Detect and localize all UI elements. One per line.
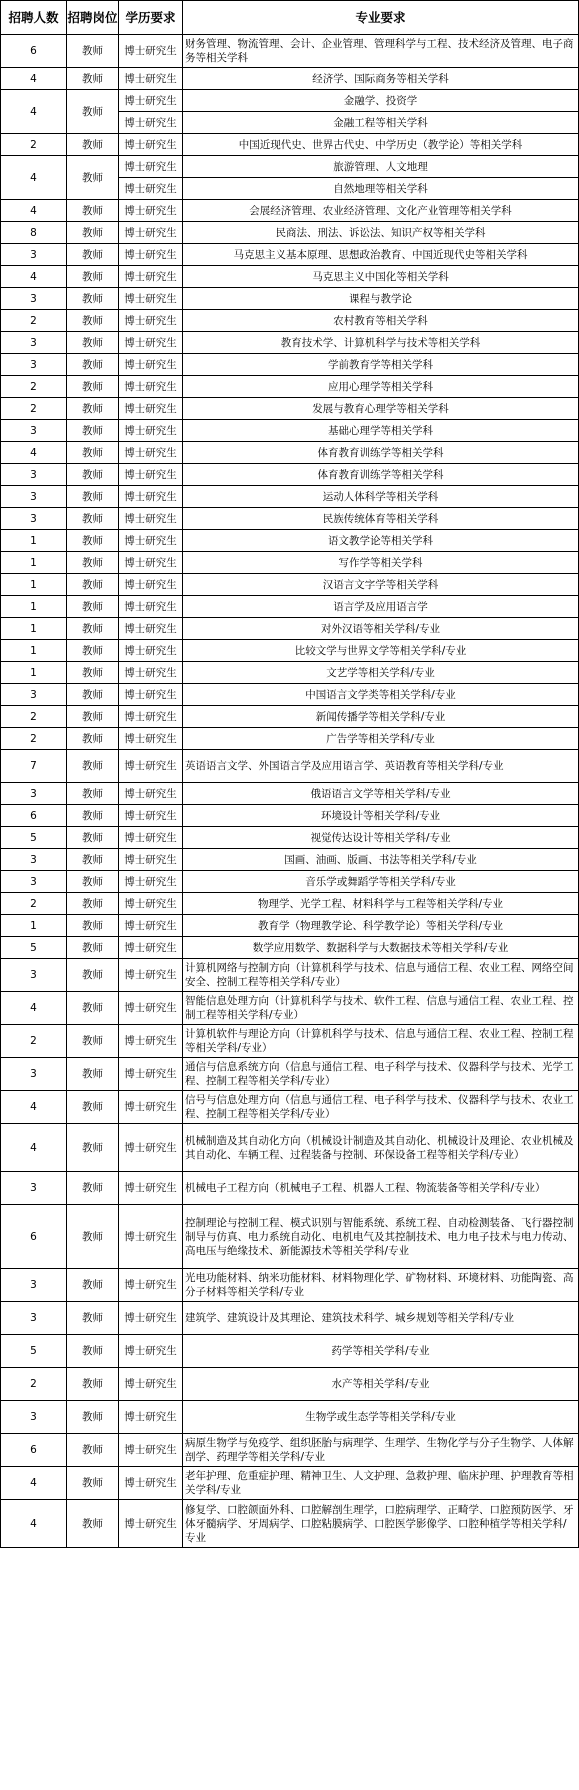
table-row [1,1467,579,1500]
cell-count: 1 [1,596,67,618]
table-row [1,398,579,420]
cell-major: 控制理论与控制工程、模式识别与智能系统、系统工程、自动检测装备、飞行器控制制导与仿真、电力系统自动化、电机电气及其控制技术、电力电子技术与电力传动、高电压与绝缘技术、新能源技术等相关学科/专业 [183,1205,579,1269]
cell-major: 会展经济管理、农业经济管理、文化产业管理等相关学科 [183,200,579,222]
table-row [1,574,579,596]
cell-degree: 博士研究生 [119,618,183,640]
cell-post: 教师 [67,805,119,827]
cell-post: 教师 [67,618,119,640]
cell-degree: 博士研究生 [119,376,183,398]
cell-degree: 博士研究生 [119,1091,183,1124]
cell-major: 对外汉语等相关学科/专业 [183,618,579,640]
cell-degree: 博士研究生 [119,156,183,178]
cell-degree: 博士研究生 [119,750,183,783]
cell-degree: 博士研究生 [119,640,183,662]
table-row [1,1058,579,1091]
cell-post: 教师 [67,915,119,937]
cell-post: 教师 [67,266,119,288]
cell-post: 教师 [67,35,119,68]
cell-post: 教师 [67,1205,119,1269]
cell-major: 写作学等相关学科 [183,552,579,574]
cell-degree: 博士研究生 [119,332,183,354]
cell-degree: 博士研究生 [119,310,183,332]
table-row [1,1025,579,1058]
cell-degree: 博士研究生 [119,1269,183,1302]
cell-degree: 博士研究生 [119,1124,183,1172]
cell-post: 教师 [67,464,119,486]
cell-major: 俄语语言文学等相关学科/专业 [183,783,579,805]
cell-major: 数学应用数学、数据科学与大数据技术等相关学科/专业 [183,937,579,959]
cell-post: 教师 [67,706,119,728]
cell-degree: 博士研究生 [119,805,183,827]
cell-major: 国画、油画、版画、书法等相关学科/专业 [183,849,579,871]
cell-count: 5 [1,827,67,849]
cell-count: 4 [1,200,67,222]
table-row [1,508,579,530]
cell-post: 教师 [67,200,119,222]
cell-count: 5 [1,937,67,959]
cell-degree: 博士研究生 [119,1172,183,1205]
cell-count: 3 [1,508,67,530]
cell-degree: 博士研究生 [119,1434,183,1467]
cell-degree: 博士研究生 [119,1335,183,1368]
cell-count: 4 [1,266,67,288]
table-row [1,1269,579,1302]
cell-post: 教师 [67,750,119,783]
cell-major: 汉语言文字学等相关学科 [183,574,579,596]
cell-major: 音乐学或舞蹈学等相关学科/专业 [183,871,579,893]
cell-major: 经济学、国际商务等相关学科 [183,68,579,90]
cell-count: 3 [1,1172,67,1205]
cell-major: 机械电子工程方向（机械电子工程、机器人工程、物流装备等相关学科/专业） [183,1172,579,1205]
cell-count: 2 [1,376,67,398]
cell-major: 金融学、投资学 [183,90,579,112]
header-post: 招聘岗位 [67,1,119,35]
cell-major: 课程与教学论 [183,288,579,310]
table-row [1,288,579,310]
cell-degree: 博士研究生 [119,937,183,959]
cell-degree: 博士研究生 [119,1302,183,1335]
cell-degree: 博士研究生 [119,90,183,112]
cell-degree: 博士研究生 [119,684,183,706]
cell-post: 教师 [67,1401,119,1434]
table-row [1,662,579,684]
cell-degree: 博士研究生 [119,662,183,684]
cell-major: 计算机软件与理论方向（计算机科学与技术、信息与通信工程、农业工程、控制工程等相关学科/专业） [183,1025,579,1058]
cell-major: 通信与信息系统方向（信息与通信工程、电子科学与技术、仪器科学与技术、光学工程、控制工程等相关学科/专业） [183,1058,579,1091]
table-row [1,827,579,849]
cell-major: 广告学等相关学科/专业 [183,728,579,750]
cell-degree: 博士研究生 [119,849,183,871]
cell-major: 民族传统体育等相关学科 [183,508,579,530]
cell-major: 病原生物学与免疫学、组织胚胎与病理学、生理学、生物化学与分子生物学、人体解剖学、药理学等相关学科/专业 [183,1434,579,1467]
table-row [1,805,579,827]
table-row [1,222,579,244]
table-row [1,68,579,90]
cell-count: 3 [1,871,67,893]
cell-degree: 博士研究生 [119,871,183,893]
cell-post: 教师 [67,1302,119,1335]
cell-count: 6 [1,1434,67,1467]
table-row [1,992,579,1025]
cell-count: 3 [1,1269,67,1302]
cell-count: 6 [1,35,67,68]
cell-degree: 博士研究生 [119,915,183,937]
cell-post: 教师 [67,827,119,849]
cell-count: 3 [1,849,67,871]
table-row [1,728,579,750]
cell-major: 中国近现代史、世界古代史、中学历史（教学论）等相关学科 [183,134,579,156]
cell-major: 计算机网络与控制方向（计算机科学与技术、信息与通信工程、农业工程、网络空间安全、控制工程等相关学科/专业） [183,959,579,992]
cell-count: 4 [1,1124,67,1172]
table-row [1,684,579,706]
table-row [1,486,579,508]
header-major: 专业要求 [183,1,579,35]
cell-count: 1 [1,662,67,684]
cell-post: 教师 [67,68,119,90]
cell-degree: 博士研究生 [119,893,183,915]
table-row [1,1205,579,1269]
table-row [1,849,579,871]
cell-count: 4 [1,442,67,464]
table-row [1,354,579,376]
cell-count: 2 [1,1368,67,1401]
cell-post: 教师 [67,90,119,134]
cell-degree: 博士研究生 [119,596,183,618]
table-row [1,464,579,486]
cell-post: 教师 [67,1269,119,1302]
cell-degree: 博士研究生 [119,959,183,992]
table-row [1,596,579,618]
cell-major: 教育技术学、计算机科学与技术等相关学科 [183,332,579,354]
table-row [1,552,579,574]
table-row [1,442,579,464]
table-body [1,35,579,1548]
cell-count: 4 [1,68,67,90]
cell-major: 修复学、口腔颌面外科、口腔解剖生理学，口腔病理学、正畸学、口腔预防医学、牙体牙髓病学、牙周病学、口腔粘膜病学、口腔医学影像学、口腔种植学等相关学科/专业 [183,1500,579,1548]
cell-count: 4 [1,156,67,200]
cell-post: 教师 [67,222,119,244]
cell-post: 教师 [67,640,119,662]
cell-degree: 博士研究生 [119,178,183,200]
table-row [1,200,579,222]
cell-major: 中国语言文学类等相关学科/专业 [183,684,579,706]
cell-degree: 博士研究生 [119,1368,183,1401]
table-row [1,871,579,893]
table-row [1,35,579,68]
cell-degree: 博士研究生 [119,266,183,288]
table-row [1,706,579,728]
cell-count: 4 [1,1500,67,1548]
table-row [1,915,579,937]
table-row [1,893,579,915]
cell-degree: 博士研究生 [119,706,183,728]
cell-degree: 博士研究生 [119,1205,183,1269]
cell-count: 8 [1,222,67,244]
cell-degree: 博士研究生 [119,1401,183,1434]
cell-major: 环境设计等相关学科/专业 [183,805,579,827]
cell-count: 7 [1,750,67,783]
cell-post: 教师 [67,893,119,915]
cell-count: 3 [1,684,67,706]
cell-degree: 博士研究生 [119,552,183,574]
cell-count: 2 [1,728,67,750]
cell-count: 2 [1,706,67,728]
cell-major: 光电功能材料、纳米功能材料、材料物理化学、矿物材料、环境材料、功能陶瓷、高分子材料等相关学科/专业 [183,1269,579,1302]
cell-major: 体育教育训练学等相关学科 [183,464,579,486]
cell-count: 2 [1,134,67,156]
cell-count: 4 [1,1091,67,1124]
table-row [1,530,579,552]
cell-major: 民商法、刑法、诉讼法、知识产权等相关学科 [183,222,579,244]
cell-degree: 博士研究生 [119,508,183,530]
table-row [1,750,579,783]
cell-post: 教师 [67,376,119,398]
cell-count: 2 [1,310,67,332]
cell-post: 教师 [67,1434,119,1467]
cell-post: 教师 [67,662,119,684]
cell-post: 教师 [67,783,119,805]
cell-post: 教师 [67,1172,119,1205]
cell-count: 3 [1,1401,67,1434]
cell-degree: 博士研究生 [119,134,183,156]
cell-count: 3 [1,332,67,354]
header-degree: 学历要求 [119,1,183,35]
cell-degree: 博士研究生 [119,442,183,464]
cell-major: 水产等相关学科/专业 [183,1368,579,1401]
header-row [1,1,579,35]
cell-count: 3 [1,486,67,508]
cell-post: 教师 [67,552,119,574]
cell-count: 1 [1,552,67,574]
cell-major: 马克思主义中国化等相关学科 [183,266,579,288]
cell-degree: 博士研究生 [119,200,183,222]
cell-count: 3 [1,783,67,805]
cell-count: 2 [1,1025,67,1058]
header-count: 招聘人数 [1,1,67,35]
table-row [1,376,579,398]
table-row [1,783,579,805]
cell-degree: 博士研究生 [119,1025,183,1058]
cell-count: 3 [1,959,67,992]
table-row [1,1335,579,1368]
cell-post: 教师 [67,420,119,442]
cell-count: 1 [1,618,67,640]
cell-major: 智能信息处理方向（计算机科学与技术、软件工程、信息与通信工程、农业工程、控制工程等相关学科/专业） [183,992,579,1025]
cell-post: 教师 [67,596,119,618]
cell-degree: 博士研究生 [119,728,183,750]
cell-degree: 博士研究生 [119,1500,183,1548]
cell-major: 药学等相关学科/专业 [183,1335,579,1368]
cell-count: 1 [1,530,67,552]
cell-degree: 博士研究生 [119,1467,183,1500]
cell-post: 教师 [67,1500,119,1548]
cell-post: 教师 [67,871,119,893]
cell-count: 2 [1,893,67,915]
cell-major: 学前教育学等相关学科 [183,354,579,376]
cell-major: 新闻传播学等相关学科/专业 [183,706,579,728]
cell-post: 教师 [67,156,119,200]
cell-count: 4 [1,1467,67,1500]
cell-major: 财务管理、物流管理、会计、企业管理、管理科学与工程、技术经济及管理、电子商务等相关学科 [183,35,579,68]
cell-major: 老年护理、危重症护理、精神卫生、人文护理、急救护理、临床护理、护理教育等相关学科/专业 [183,1467,579,1500]
cell-major: 体育教育训练学等相关学科 [183,442,579,464]
cell-post: 教师 [67,354,119,376]
cell-major: 发展与教育心理学等相关学科 [183,398,579,420]
cell-major: 物理学、光学工程、材料科学与工程等相关学科/专业 [183,893,579,915]
cell-degree: 博士研究生 [119,574,183,596]
table-row [1,1368,579,1401]
table-row [1,618,579,640]
cell-post: 教师 [67,937,119,959]
table-row [1,244,579,266]
cell-count: 3 [1,1302,67,1335]
cell-post: 教师 [67,959,119,992]
cell-post: 教师 [67,849,119,871]
table-row [1,937,579,959]
cell-count: 6 [1,1205,67,1269]
cell-count: 3 [1,244,67,266]
cell-count: 1 [1,640,67,662]
cell-major: 语言学及应用语言学 [183,596,579,618]
cell-degree: 博士研究生 [119,464,183,486]
cell-post: 教师 [67,1467,119,1500]
cell-major: 旅游管理、人文地理 [183,156,579,178]
cell-count: 3 [1,1058,67,1091]
cell-degree: 博士研究生 [119,244,183,266]
cell-post: 教师 [67,244,119,266]
cell-count: 2 [1,398,67,420]
cell-post: 教师 [67,134,119,156]
table-row [1,310,579,332]
cell-count: 4 [1,90,67,134]
table-row [1,420,579,442]
table-row [1,1500,579,1548]
cell-major: 机械制造及其自动化方向（机械设计制造及其自动化、机械设计及理论、农业机械及其自动化、车辆工程、过程装备与控制、环保设备工程等相关学科/专业） [183,1124,579,1172]
cell-post: 教师 [67,442,119,464]
cell-major: 信号与信息处理方向（信息与通信工程、电子科学与技术、仪器科学与技术、农业工程、控制工程等相关学科/专业） [183,1091,579,1124]
table-row [1,1124,579,1172]
cell-count: 4 [1,992,67,1025]
cell-count: 3 [1,464,67,486]
cell-post: 教师 [67,332,119,354]
cell-major: 文艺学等相关学科/专业 [183,662,579,684]
cell-post: 教师 [67,398,119,420]
cell-major: 教育学（物理教学论、科学教学论）等相关学科/专业 [183,915,579,937]
table-row [1,266,579,288]
cell-major: 视觉传达设计等相关学科/专业 [183,827,579,849]
cell-post: 教师 [67,1335,119,1368]
cell-degree: 博士研究生 [119,112,183,134]
cell-count: 5 [1,1335,67,1368]
cell-major: 应用心理学等相关学科 [183,376,579,398]
cell-major: 语文教学论等相关学科 [183,530,579,552]
table-row [1,1401,579,1434]
cell-degree: 博士研究生 [119,783,183,805]
table-row [1,1172,579,1205]
cell-major: 建筑学、建筑设计及其理论、建筑技术科学、城乡规划等相关学科/专业 [183,1302,579,1335]
cell-post: 教师 [67,310,119,332]
cell-count: 1 [1,574,67,596]
cell-degree: 博士研究生 [119,530,183,552]
cell-degree: 博士研究生 [119,827,183,849]
cell-post: 教师 [67,530,119,552]
cell-post: 教师 [67,992,119,1025]
cell-post: 教师 [67,1091,119,1124]
cell-major: 生物学或生态学等相关学科/专业 [183,1401,579,1434]
cell-count: 1 [1,915,67,937]
cell-post: 教师 [67,486,119,508]
table-row [1,1434,579,1467]
cell-count: 3 [1,420,67,442]
cell-degree: 博士研究生 [119,68,183,90]
cell-major: 金融工程等相关学科 [183,112,579,134]
cell-major: 农村教育等相关学科 [183,310,579,332]
table-row [1,1091,579,1124]
cell-post: 教师 [67,1058,119,1091]
cell-post: 教师 [67,684,119,706]
cell-post: 教师 [67,508,119,530]
cell-major: 马克思主义基本原理、思想政治教育、中国近现代史等相关学科 [183,244,579,266]
cell-major: 自然地理等相关学科 [183,178,579,200]
cell-major: 英语语言文学、外国语言学及应用语言学、英语教育等相关学科/专业 [183,750,579,783]
cell-degree: 博士研究生 [119,486,183,508]
cell-post: 教师 [67,1124,119,1172]
table-row [1,332,579,354]
cell-post: 教师 [67,728,119,750]
cell-post: 教师 [67,288,119,310]
cell-major: 基础心理学等相关学科 [183,420,579,442]
table-row [1,156,579,178]
cell-degree: 博士研究生 [119,222,183,244]
cell-post: 教师 [67,574,119,596]
table-row [1,134,579,156]
cell-count: 3 [1,288,67,310]
table-row [1,959,579,992]
cell-post: 教师 [67,1368,119,1401]
cell-degree: 博士研究生 [119,992,183,1025]
cell-degree: 博士研究生 [119,288,183,310]
cell-major: 比较文学与世界文学等相关学科/专业 [183,640,579,662]
cell-count: 6 [1,805,67,827]
cell-degree: 博士研究生 [119,1058,183,1091]
cell-major: 运动人体科学等相关学科 [183,486,579,508]
table-row [1,90,579,112]
cell-count: 3 [1,354,67,376]
cell-degree: 博士研究生 [119,398,183,420]
cell-degree: 博士研究生 [119,354,183,376]
cell-degree: 博士研究生 [119,420,183,442]
table-row [1,640,579,662]
table-row [1,1302,579,1335]
cell-post: 教师 [67,1025,119,1058]
cell-degree: 博士研究生 [119,35,183,68]
